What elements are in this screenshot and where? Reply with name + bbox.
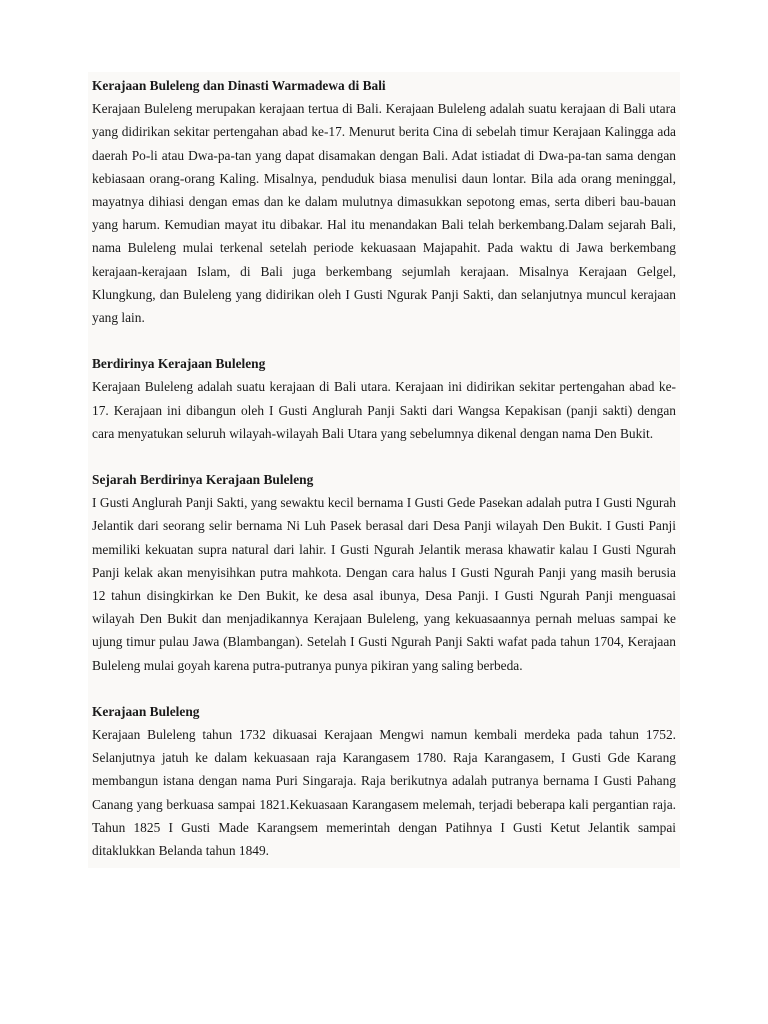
section-kerajaan-buleleng [92, 700, 676, 862]
section-heading: Sejarah Berdirinya Kerajaan Buleleng [92, 472, 314, 488]
section-sejarah [92, 468, 676, 677]
section-paragraph: I Gusti Anglurah Panji Sakti, yang sewaktu kecil bernama I Gusti Gede Pasekan adalah putra I Gusti Ngurah Jelantik dari seorang selir bernama Ni Luh Pasek berasal dari Desa Panji wilayah Den Bukit. I Gusti Panji memiliki kekuatan supra natural dari lahir. I Gusti Ngurah Jelantik merasa khawatir kalau I Gusti Ngurah Panji kelak akan menyisihkan putra mahkota. Dengan cara halus I Gusti Ngurah Panji yang masih berusia 12 tahun disingkirkan ke Den Bukit, ke desa asal ibunya, Desa Panji. I Gusti Ngurah Panji menguasai wilayah Den Bukit dan menjadikannya Kerajaan Buleleng, yang kekuasaannya pernah meluas sampai ke ujung timur pulau Jawa (Blambangan). Setelah I Gusti Ngurah Panji Sakti wafat pada tahun 1704, Kerajaan Buleleng mulai goyah karena putra-putranya punya pikiran yang saling berbeda. [92, 495, 676, 673]
section-heading: Kerajaan Buleleng dan Dinasti Warmadewa di Bali [92, 78, 386, 93]
section-paragraph: Kerajaan Buleleng tahun 1732 dikuasai Kerajaan Mengwi namun kembali merdeka pada tahun 1752. Selanjutnya jatuh ke dalam kekuasaan raja Karangasem 1780. Raja Karangasem, I Gusti Gde Karang membangun istana dengan nama Puri Singaraja. Raja berikutnya adalah putranya bernama I Gusti Pahang Canang yang berkuasa sampai 1821.Kekuasaan Karangasem melemah, terjadi beberapa kali pergantian raja. Tahun 1825 I Gusti Made Karangsem memerintah dengan Patihnya I Gusti Ketut Jelantik sampai ditaklukkan Belanda tahun 1849. [92, 727, 676, 859]
section-paragraph: Kerajaan Buleleng merupakan kerajaan tertua di Bali. Kerajaan Buleleng adalah suatu kerajaan di Bali utara yang didirikan sekitar pertengahan abad ke-17. Menurut berita Cina di sebelah timur Kerajaan Kalingga ada daerah Po-li atau Dwa-pa-tan yang dapat disamakan dengan Bali. Adat istiadat di Dwa-pa-tan sama dengan kebiasaan orang-orang Kaling. Misalnya, penduduk biasa menulisi daun lontar. Bila ada orang meninggal, mayatnya dihiasi dengan emas dan ke dalam mulutnya dimasukkan sepotong emas, serta diberi bau-bauan yang harum. Kemudian mayat itu dibakar. Hal itu menandakan Bali telah berkembang.Dalam sejarah Bali, nama Buleleng mulai terkenal setelah periode kekuasaan Majapahit. Pada waktu di Jawa berkembang kerajaan-kerajaan Islam, di Bali juga berkembang sejumlah kerajaan. Misalnya Kerajaan Gelgel, Klungkung, dan Buleleng yang didirikan oleh I Gusti Ngurak Panji Sakti, dan selanjutnya muncul kerajaan yang lain. [92, 101, 676, 326]
section-heading: Berdirinya Kerajaan Buleleng [92, 356, 266, 372]
section-paragraph: Kerajaan Buleleng adalah suatu kerajaan di Bali utara. Kerajaan ini didirikan sekitar pertengahan abad ke-17. Kerajaan ini dibangun oleh I Gusti Anglurah Panji Sakti dari Wangsa Kepakisan (panji sakti) dengan cara menyatukan seluruh wilayah-wilayah Bali Utara yang sebelumnya dikenal dengan nama Den Bukit. [92, 379, 676, 441]
section-heading: Kerajaan Buleleng [92, 703, 200, 719]
document-body [88, 72, 680, 868]
section-warmadewa [92, 74, 676, 329]
section-berdirinya [92, 352, 676, 445]
